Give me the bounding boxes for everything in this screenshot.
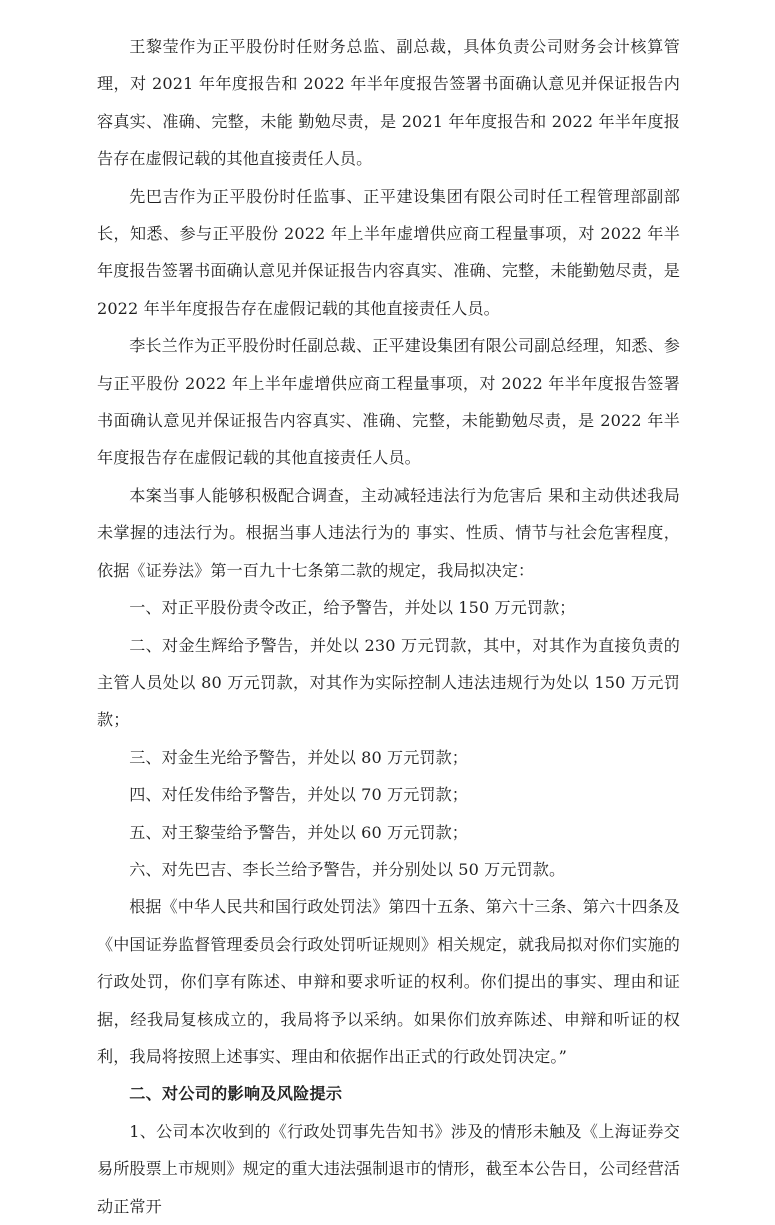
paragraph-hearing-rights: 根据《中华人民共和国行政处罚法》第四十五条、第六十三条、第六十四条及《中国证券监督管理委员会行政处罚听证规则》相关规定，就我局拟对你们实施的行政处罚，你们享有陈述、申辩和要求听证的权利。你们提出的事实、理由和证据，经我局复核成立的，我局将予以采纳。如果你们放弃陈述、申辩和听证的权利，我局将按照上述事实、理由和依据作出正式的行政处罚决定。” [97, 897, 680, 1066]
decision-item-2: 二、对金生辉给予警告，并处以 230 万元罚款，其中，对其作为直接负责的主管人员处以 80 万元罚款，对其作为实际控制人违法违规行为处以 150 万元罚款； [97, 635, 680, 730]
paragraph-mitigation-and-legal-basis: 本案当事人能够积极配合调查，主动减轻违法行为危害后 果和主动供述我局未掌握的违法行为。根据当事人违法行为的 事实、性质、情节与社会危害程度，依据《证券法》第一百九十七条第二款的规定，我局拟决定： [97, 485, 680, 580]
decision-item-3: 三、对金生光给予警告，并处以 80 万元罚款； [129, 747, 468, 767]
section-heading-company-impact: 二、对公司的影响及风险提示 [129, 1084, 343, 1104]
decision-item-1: 一、对正平股份责令改正，给予警告，并处以 150 万元罚款； [129, 598, 576, 618]
paragraph-xian-baji: 先巴吉作为正平股份时任监事、正平建设集团有限公司时任工程管理部副部长，知悉、参与正平股份 2022 年上半年虚增供应商工程量事项，对 2022 年半年度报告签署书面确认意见并保证报告内容真实、准确、完整，未能勤勉尽责，是 2022 年半年度报告存在虚假记载的其他直接责任人员。 [97, 186, 680, 318]
paragraph-li-changlan: 李长兰作为正平股份时任副总裁、正平建设集团有限公司副总经理，知悉、参与正平股份 2022 年上半年虚增供应商工程量事项，对 2022 年半年度报告签署书面确认意见并保证报告内容真实、准确、完整，未能勤勉尽责，是 2022 年半年度报告存在虚假记载的其他直接责任人员。 [97, 336, 680, 468]
decision-item-6: 六、对先巴吉、李长兰给予警告，并分别处以 50 万元罚款。 [129, 859, 566, 879]
paragraph-wang-liying: 王黎莹作为正平股份时任财务总监、副总裁，具体负责公司财务会计核算管理，对 2021 年年度报告和 2022 年半年度报告签署书面确认意见并保证报告内容真实、准确、完整，未能 勤勉尽责，是 2021 年年度报告和 2022 年半年度报告存在虚假记载的其他直接责任人员。 [97, 37, 680, 169]
paragraph-risk-note-1: 1、公司本次收到的《行政处罚事先告知书》涉及的情形未触及《上海证券交易所股票上市规则》规定的重大违法强制退市的情形，截至本公告日，公司经营活动正常开 [97, 1121, 680, 1216]
document-body [97, 28, 680, 1225]
decision-item-5: 五、对王黎莹给予警告，并处以 60 万元罚款； [129, 822, 468, 842]
decision-item-4: 四、对任发伟给予警告，并处以 70 万元罚款； [129, 785, 468, 805]
